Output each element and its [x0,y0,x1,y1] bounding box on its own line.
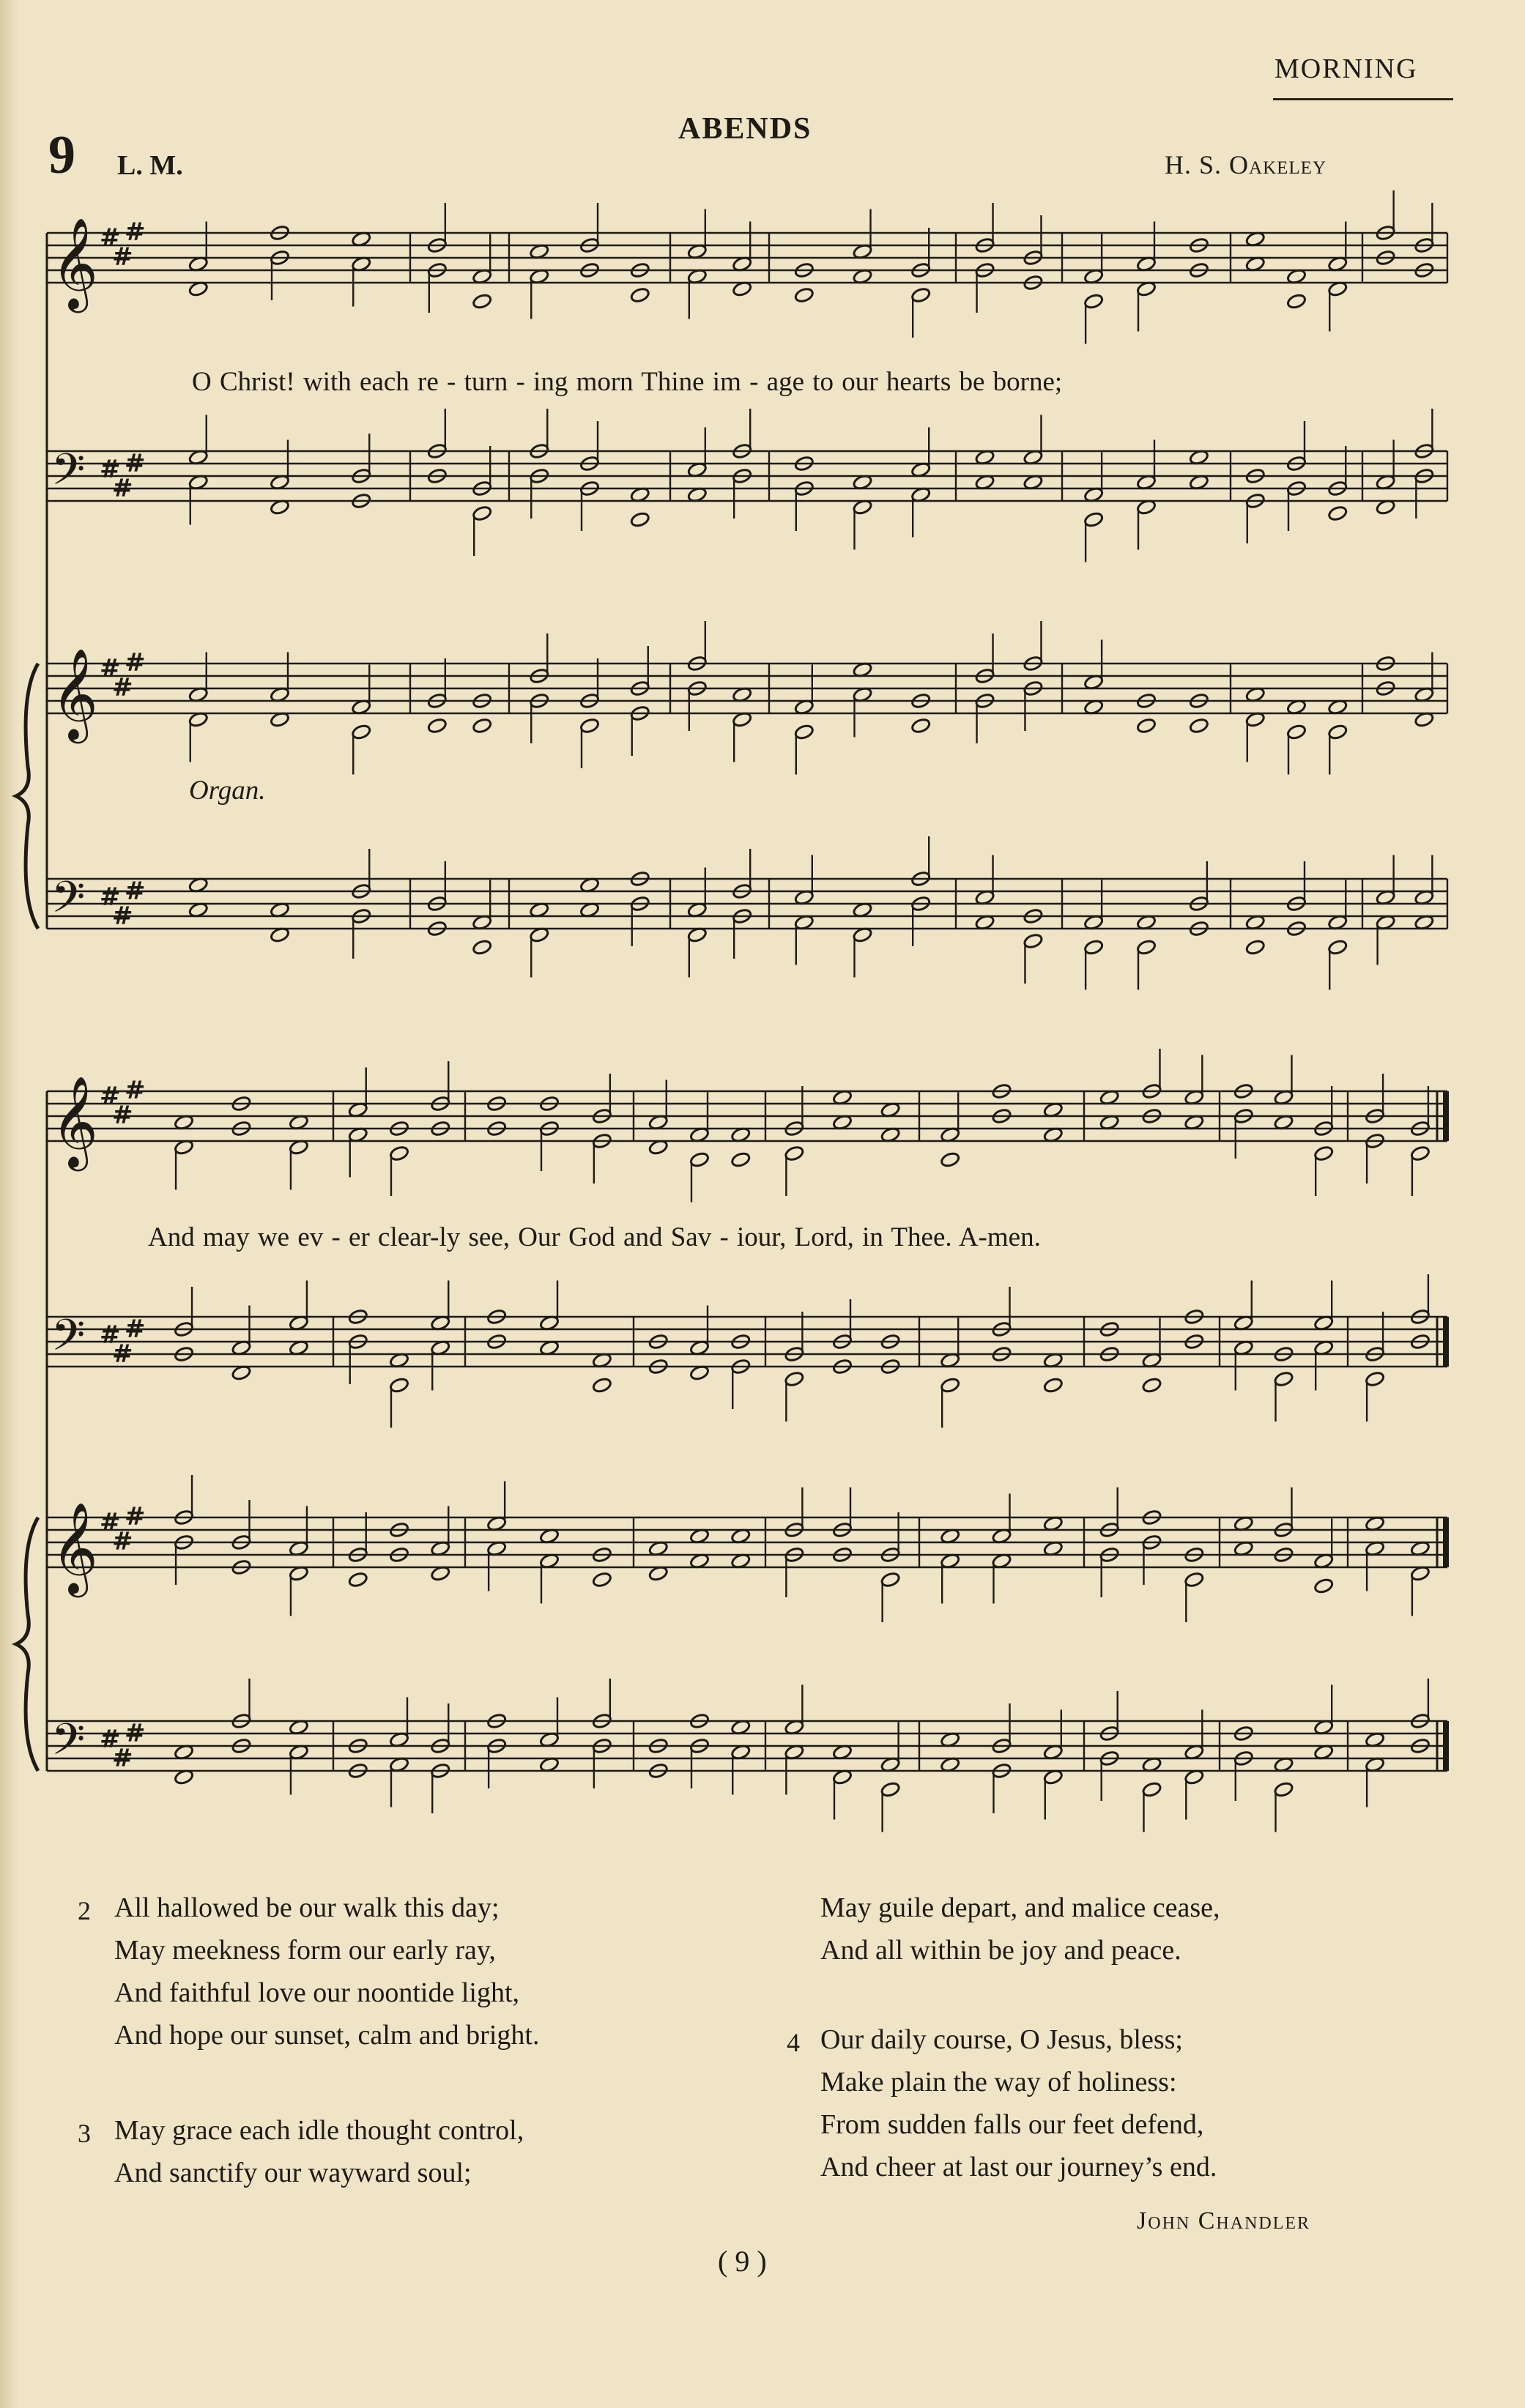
note-icon [794,287,815,304]
sharp-sign: # [125,648,146,677]
note-icon [579,718,600,735]
bass-clef-icon: 𝄢 [51,872,86,933]
page-number: ( 9 ) [718,2245,767,2278]
note-icon [910,287,931,304]
note-icon [389,1377,409,1394]
sharp-sign: # [100,1508,121,1537]
treble-clef-icon: 𝄞 [51,648,98,740]
verse-3-number: 3 [78,2119,91,2148]
final-barline [1443,1517,1449,1567]
note-icon [592,1377,612,1394]
note-icon [689,1151,710,1168]
note-icon [389,1145,409,1162]
sharp-sign: # [112,1339,133,1369]
verse-line: Our daily course, O Jesus, bless; [820,2024,1183,2055]
note-icon [1286,724,1307,740]
sharp-sign: # [112,1101,133,1130]
note-icon [472,718,492,735]
note-icon [880,1781,901,1798]
bass-clef-icon: 𝄢 [51,444,86,505]
composer: H. S. Oakeley [1165,150,1327,179]
verse-4 [820,2018,1217,2188]
sharp-sign: # [125,1502,146,1531]
sharp-sign: # [112,1527,133,1556]
note-icon [472,505,492,522]
sharp-sign: # [125,1719,146,1748]
bass-clef-icon: 𝄢 [51,1309,86,1371]
sharp-sign: # [112,673,133,702]
sharp-sign: # [100,1725,121,1754]
organ-label: Organ. [189,776,266,806]
sharp-sign: # [100,223,121,253]
verse-line: And sanctify our wayward soul; [114,2158,472,2188]
note-icon [1365,1371,1385,1388]
note-icon [940,1151,960,1168]
note-icon [348,1572,368,1588]
brace-icon [16,1517,38,1771]
note-icon [1274,1371,1294,1388]
note-icon [1083,939,1104,956]
sharp-sign: # [100,1320,121,1350]
note-icon [1274,1781,1294,1798]
verse-2 [114,1887,539,2056]
verse-line: And all within be joy and peace. [820,1935,1181,1966]
lyrics-system-1: O Christ! with each re - turn - ing morn Thine im - age to our hearts be borne; [192,367,1063,397]
sharp-sign: # [112,242,133,272]
sharp-sign: # [100,455,121,484]
verse-line: May meekness form our early ray, [114,1935,496,1966]
note-icon [427,718,448,735]
verse-line: And cheer at last our journey’s end. [820,2152,1217,2182]
note-icon [1142,1377,1162,1394]
brace-icon [16,664,38,929]
note-icon [1083,293,1104,310]
sharp-sign: # [100,1082,121,1111]
sharp-sign: # [112,1744,133,1773]
note-icon [1043,1377,1064,1394]
note-icon [1136,939,1157,956]
note-icon [1136,718,1157,735]
verse-line: May grace each idle thought control, [114,2115,524,2146]
sharp-sign: # [125,218,146,247]
note-icon [472,939,492,956]
note-icon [630,511,650,528]
lyrics-system-2: And may we ev - er clear-ly see, Our God and Sav - iour, Lord, in Thee. A-men. [148,1222,1041,1252]
verse-3-continued [820,1887,1220,1972]
note-icon [630,287,650,304]
verse-line: And faithful love our noontide light, [114,1977,520,2008]
treble-clef-icon: 𝄞 [51,218,98,309]
final-barline [1443,1317,1449,1367]
verse-line: Make plain the way of holiness: [820,2067,1177,2097]
sharp-sign: # [112,902,133,931]
final-barline [1443,1091,1449,1141]
verse-line: From sudden falls our feet defend, [820,2109,1204,2140]
note-icon [1410,1145,1431,1162]
note-icon [794,724,815,740]
note-icon [1286,293,1307,310]
sharp-sign: # [112,474,133,503]
hymn-author: John Chandler [1137,2207,1311,2234]
note-icon [1327,505,1348,522]
tune-name: ABENDS [678,112,812,146]
note-icon [784,1371,804,1388]
sharp-sign: # [100,654,121,683]
note-icon [784,1145,804,1162]
bass-clef-icon: 𝄢 [51,1714,86,1775]
note-icon [592,1572,612,1588]
verse-2-number: 2 [78,1896,91,1925]
note-icon [1327,724,1348,740]
treble-clef-icon: 𝄞 [51,1076,98,1167]
note-icon [1313,1145,1334,1162]
note-icon [910,718,931,735]
note-icon [472,293,492,310]
verse-3 [114,2109,524,2194]
note-icon [940,1377,960,1394]
sharp-sign: # [100,882,121,912]
verse-line: And hope our sunset, calm and bright. [114,2020,540,2051]
sharp-sign: # [125,1315,146,1344]
verse-line: All hallowed be our walk this day; [114,1892,500,1923]
meter: L. M. [117,150,183,181]
sharp-sign: # [125,1076,146,1105]
sharp-sign: # [125,449,146,478]
note-icon [730,1151,751,1168]
note-icon [1245,939,1266,956]
note-icon [351,724,371,740]
verse-line: May guile depart, and malice cease, [820,1892,1220,1923]
note-icon [1184,1572,1204,1588]
treble-clef-icon: 𝄞 [51,1502,98,1594]
note-icon [880,1572,901,1588]
note-icon [1142,1781,1162,1798]
note-icon [1313,1578,1334,1594]
note-icon [1189,718,1209,735]
section-heading: MORNING [1274,53,1418,84]
hymn-number: 9 [48,125,75,185]
verse-4-number: 4 [787,2028,800,2057]
note-icon [1083,511,1104,528]
final-barline [1443,1721,1449,1771]
note-icon [1023,933,1044,950]
sharp-sign: # [125,877,146,906]
note-icon [1327,939,1348,956]
